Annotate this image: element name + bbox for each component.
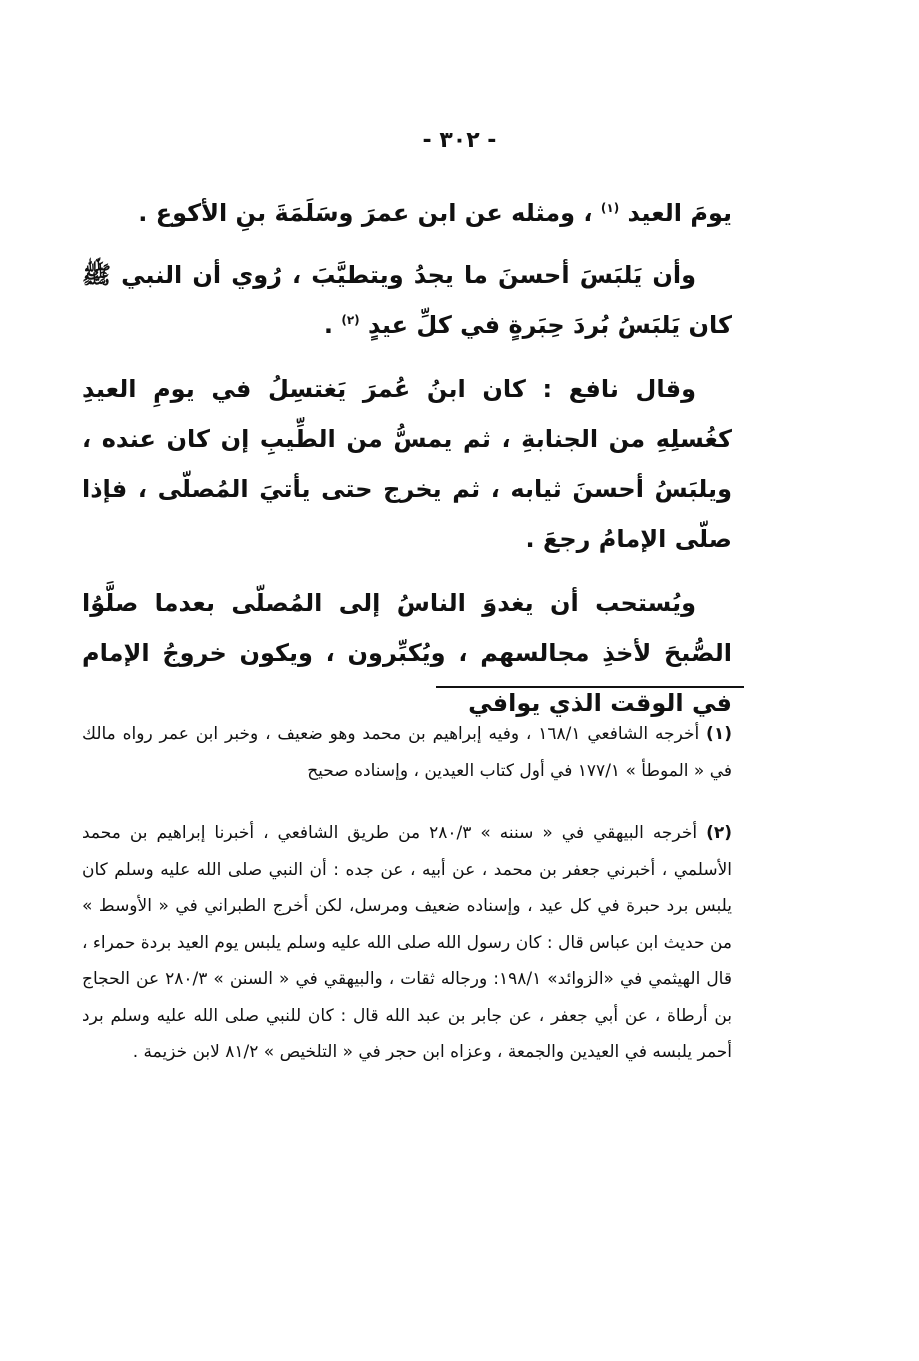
paragraph-1-text-b: ، ومثله عن ابن عمرَ وسَلَمَةَ بنِ الأكوع . [138,199,593,227]
paragraph-1-text-a: يومَ العيد [627,199,732,227]
footnote-ref-1: (١) [600,201,620,215]
footnote-2 [82,815,732,1071]
page-number: - ٣٠٢ - [422,128,497,153]
paragraph-3: وقال نافع : كان ابنُ عُمرَ يَغتسِلُ في يومِ العيدِ كغُسلِهِ من الجنابةِ ، ثم يمسُّ من الطِّيبِ إن كان عنده ، ويلبَسُ أحسنَ ثيابه ، ثم يخرج حتى يأتيَ المُصلّى ، فإذا صلّى الإمامُ رجعَ . [82,375,732,553]
footnote-1-number: (١) [706,724,732,744]
footnote-2-number: (٢) [706,823,733,843]
footnote-ref-2: (٢) [341,313,360,327]
main-text [82,188,732,728]
footnote-2-text: أخرجه البيهقي في « سننه » ٢٨٠/٣ من طريق الشافعي ، أخبرنا إبراهيم بن محمد الأسلمي ، أخبرني جعفر بن محمد ، عن أبيه ، عن جده : أن النبي صلى الله عليه وسلم كان يلبس برد حبرة في كل عيد ، وإسناده ضعيف ومرسل، لكن أخرج الطبراني في « الأوسط » من حديث ابن عباس قال : كان رسول الله صلى الله عليه وسلم يلبس يوم العيد بردة حمراء ، قال الهيثمي في «الزوائد» ١٩٨/١: ورجاله ثقات ، والبيهقي في « السنن » ٢٨٠/٣ عن الحجاج بن أرطاة ، عن أبي جعفر ، عن جابر بن عبد الله قال : كان للنبي صلى الله عليه وسلم برد أحمر يلبسه في العيدين والجمعة ، وعزاه ابن حجر في « التلخيص » ٨١/٢ لابن خزيمة . [82,823,732,1062]
paragraph-1 [82,188,732,238]
footnote-1-text: أخرجه الشافعي ١٦٨/١ ، وفيه إبراهيم بن محمد وهو ضعيف ، وخبر ابن عمر رواه مالك في « الموطأ » ١٧٧/١ في أول كتاب العيدين ، وإسناده صحيح [82,724,732,781]
footnotes [82,716,732,1071]
paragraph-2-text-b: . [323,311,333,339]
paragraph-4: ويُستحب أن يغدوَ الناسُ إلى المُصلّى بعدما صلَّوُا الصُّبحَ لأخذِ مجالسهم ، ويُكبِّرون ، ويكون خروجُ الإمام في الوقت الذي يوافي [82,589,732,717]
paragraph-2 [82,250,732,350]
footnote-separator [436,686,744,688]
paragraph-2-text-a: وأن يَلبَسَ أحسنَ ما يجدُ ويتطيَّبَ ، رُوي أن النبي ﷺ كان يَلبَسُ بُردَ حِبَرةٍ في كلِّ عيدٍ [82,261,732,339]
footnote-1 [82,716,732,789]
